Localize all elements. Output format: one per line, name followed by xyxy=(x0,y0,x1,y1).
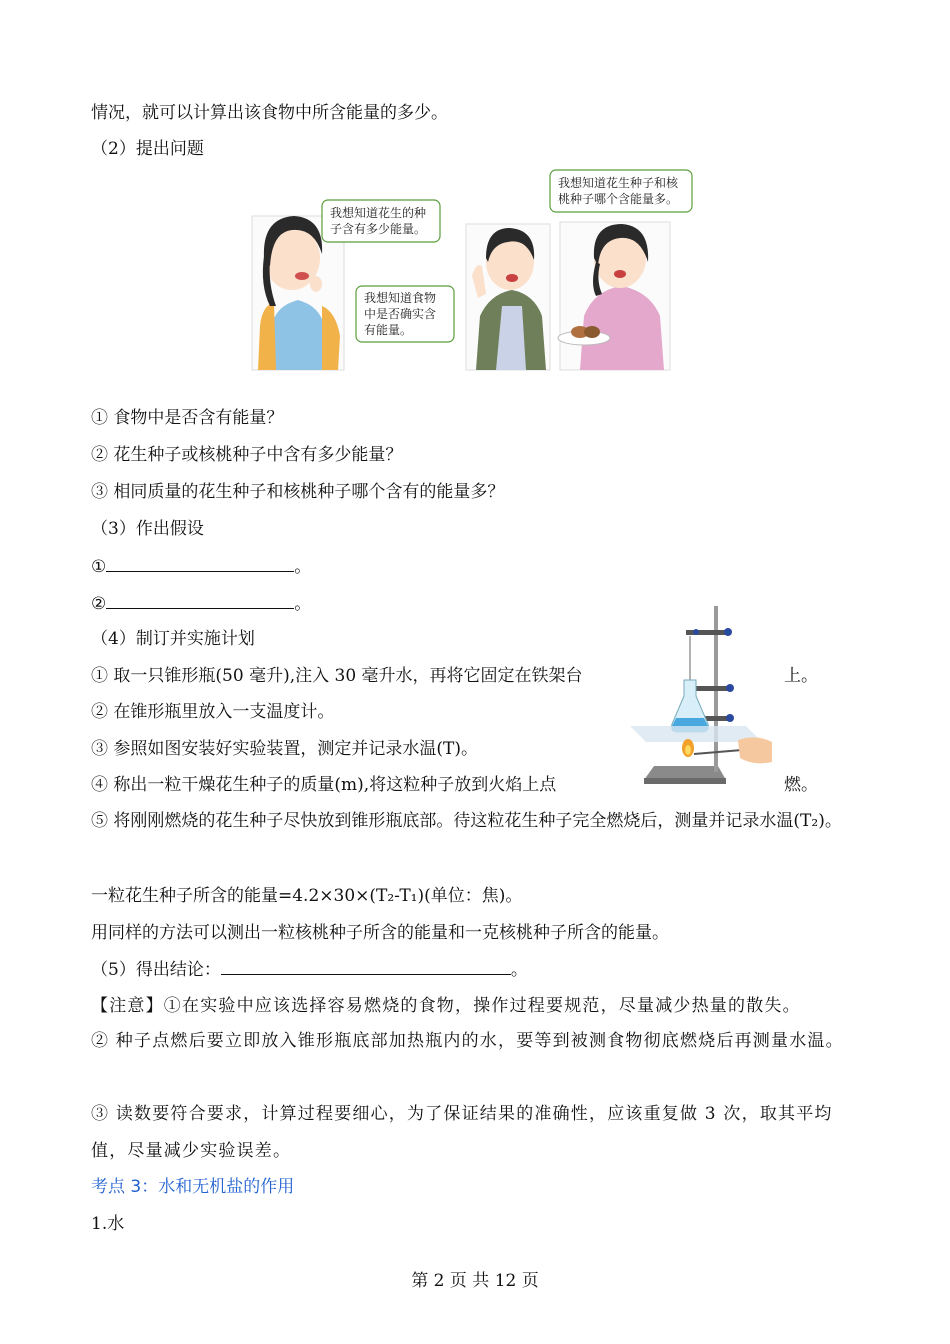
question-3: ③ 相同质量的花生种子和核桃种子哪个含有的能量多？ xyxy=(91,482,505,502)
woman-speech-bubble xyxy=(550,170,692,212)
plan-step-1b: 上。 xyxy=(784,666,818,686)
bubble-line: 子含有多少能量。 xyxy=(330,222,427,236)
stand-base xyxy=(644,766,726,780)
hypothesis-2 xyxy=(91,592,311,615)
kaodian-heading: 考点 3：水和无机盐的作用 xyxy=(91,1177,295,1197)
conclusion xyxy=(91,958,528,981)
plan-step-4a: ④ 称出一粒干燥花生种子的质量(m),将这粒种子放到火焰上点 xyxy=(91,775,557,795)
plan-step-1a: ① 取一只锥形瓶(50 毫升),注入 30 毫升水，再将它固定在铁架台 xyxy=(91,666,583,686)
section-heading: （2）提出问题 xyxy=(91,139,204,159)
answer-blank[interactable] xyxy=(221,958,511,975)
period: 。 xyxy=(294,594,312,614)
note-1: 【注意】①在实验中应该选择容易燃烧的食物，操作过程要规范，尽量减少热量的散失。 xyxy=(91,996,801,1016)
apparatus-illustration xyxy=(626,600,776,790)
boy-figure xyxy=(466,224,550,370)
girl-speech-bubble xyxy=(322,200,440,242)
note-3: ③ 读数要符合要求，计算过程要细心，为了保证结果的准确性，应该重复做 3 次，取其平均值，尽量减少实验误差。 xyxy=(91,1104,833,1161)
question-illustration xyxy=(250,166,700,374)
bubble-line: 有能量。 xyxy=(364,323,413,337)
hand xyxy=(738,737,772,763)
period: 。 xyxy=(510,960,528,980)
question-1: ① 食物中是否含有能量？ xyxy=(91,408,284,428)
energy-formula: 一粒花生种子所含的能量=4.2×30×(T₂-T₁)(单位：焦)。 xyxy=(91,886,523,906)
section-heading: （4）制订并实施计划 xyxy=(91,629,255,649)
boy-speech-bubble xyxy=(356,286,454,342)
bubble-line: 我想知道花生种子和核 xyxy=(558,176,679,190)
bubble-line: 我想知道食物 xyxy=(364,291,437,305)
note-2: ② 种子点燃后要立即放入锥形瓶底部加热瓶内的水，要等到被测食物彻底燃烧后再测量水温。 xyxy=(91,1031,844,1051)
same-method-text: 用同样的方法可以测出一粒核桃种子所含的能量和一克核桃种子所含的能量。 xyxy=(91,923,669,943)
bubble-line: 桃种子哪个含能量多。 xyxy=(558,192,679,206)
plan-step-3: ③ 参照如图安装好实验装置，测定并记录水温(T)。 xyxy=(91,739,479,759)
hypothesis-number: ② xyxy=(91,594,107,614)
question-2: ② 花生种子或核桃种子中含有多少能量？ xyxy=(91,445,403,465)
hypothesis-1 xyxy=(91,555,311,578)
hypothesis-number: ① xyxy=(91,557,107,577)
answer-blank[interactable] xyxy=(106,555,294,572)
bubble-line: 我想知道花生的种 xyxy=(330,206,427,220)
answer-blank[interactable] xyxy=(106,592,294,609)
text-line: 情况，就可以计算出该食物中所含能量的多少。 xyxy=(91,103,448,123)
bubble-line: 中是否确实含 xyxy=(364,307,437,321)
plan-step-5: ⑤ 将刚刚燃烧的花生种子尽快放到锥形瓶底部。待这粒花生种子完全燃烧后，测量并记录水温(T₂)。 xyxy=(91,811,842,831)
conclusion-label: （5）得出结论： xyxy=(91,960,221,980)
section-heading: （3）作出假设 xyxy=(91,519,204,539)
woman-figure xyxy=(558,222,670,370)
subsection-water: 1.水 xyxy=(91,1214,125,1234)
period: 。 xyxy=(294,557,312,577)
plan-step-4b: 燃。 xyxy=(784,775,818,795)
plan-step-2: ② 在锥形瓶里放入一支温度计。 xyxy=(91,702,335,722)
page-footer: 第 2 页 共 12 页 xyxy=(411,1271,539,1291)
